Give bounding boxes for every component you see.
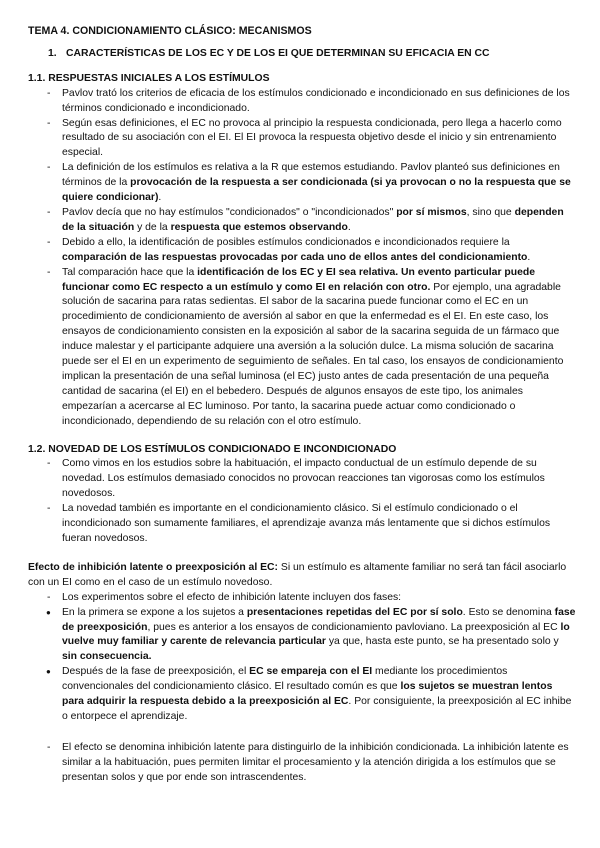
text-segment: Los experimentos sobre el efecto de inhibición latente incluyen dos fases: xyxy=(62,591,402,603)
text-segment: mediante los procedimientos convencionales del condicionamiento clásico. El resultado común es que xyxy=(62,666,508,693)
text-segment: La definición de los estímulos es relativa a la R que estemos estudiando. Pavlov planteó sus definiciones en términos de la xyxy=(62,162,560,189)
text-segment: Como vimos en los estudios sobre la habituación, el impacto conductual de un estímulo depende de su novedad. Los estímulos demasiado conocidos no provocan reacciones tan vigorosas como los estímulos novedosos. xyxy=(62,458,545,500)
text-segment: , pues es anterior a los ensayos de condicionamiento pavloviano. La preexposición al EC xyxy=(147,621,561,633)
text-segment: Si un estímulo es altamente familiar no será tan fácil asociarlo con un EI como en el caso de un estímulo novedoso. xyxy=(28,561,567,588)
section-label: CARACTERÍSTICAS DE LOS EC Y DE LOS EI QUE DETERMINAN SU EFICACIA EN CC xyxy=(66,47,490,59)
bold-text: por sí mismos xyxy=(396,206,467,218)
subsection-1-1-list xyxy=(28,87,576,430)
bold-text: comparación de las respuestas provocadas por cada uno de ellos antes del condicionamiento xyxy=(62,251,528,263)
text-segment: , sino que xyxy=(466,206,515,218)
text-segment: . xyxy=(158,192,162,204)
bold-text: dependen de la situación xyxy=(62,206,564,233)
text-segment: . Esto se denomina xyxy=(462,606,555,618)
subsection-1-2-list xyxy=(28,457,576,546)
bold-text: provocación de la respuesta a ser condicionada (si ya provocan o no la respuesta que se quiere condicionar) xyxy=(62,177,571,204)
document-title: TEMA 4. CONDICIONAMIENTO CLÁSICO: MECANISMOS xyxy=(28,25,312,37)
bold-text: identificación de los EC y EI sea relativa. Un evento particular puede funcionar como EC respecto a un estímulo y como EI en relación con otro. xyxy=(62,266,535,293)
latent-inhibition-list xyxy=(28,591,576,725)
list-item xyxy=(28,87,576,117)
bold-text: los sujetos se muestran lentos para adquirir la respuesta debido a la preexposición al EC xyxy=(62,681,553,708)
section-number: 1. xyxy=(48,47,57,59)
text-segment: Tal comparación hace que la xyxy=(62,266,198,278)
list-item xyxy=(28,502,576,547)
subsection-heading-1-1: 1.1. RESPUESTAS INICIALES A LOS ESTÍMULOS xyxy=(28,72,270,84)
text-segment: Debido a ello, la identificación de posibles estímulos condicionados e incondicionados requiere la xyxy=(62,236,510,248)
list-item xyxy=(28,591,576,725)
text-segment: Pavlov trató los criterios de eficacia de los estímulos condicionado e incondicionado en sus definiciones de los términos condicionado e incondicionado. xyxy=(62,87,570,114)
phase-item xyxy=(28,665,576,725)
list-item xyxy=(28,457,576,502)
phase-item xyxy=(28,606,576,666)
text-segment: . Por consiguiente, la preexposición al EC inhibe o entorpece el aprendizaje. xyxy=(62,696,572,722)
bold-text: lo vuelve muy familiar y carente de relevancia particular xyxy=(62,621,570,648)
list-item xyxy=(28,117,576,162)
text-segment: Después de la fase de preexposición, el xyxy=(62,666,250,678)
bold-text: respuesta que estemos observando xyxy=(170,221,348,233)
text-segment: y de la xyxy=(134,221,171,233)
bold-text: Efecto de inhibición latente o preexposición al EC: xyxy=(28,561,278,573)
section-heading xyxy=(28,47,576,62)
text-segment: La novedad también es importante en el condicionamiento clásico. Si el estímulo condicionado o el incondicionado son sumamente familiares, el aprendizaje avanza más lentamente que si dichos estímulos fueran novedosos. xyxy=(62,503,551,544)
text-segment: Pavlov decía que no hay estímulos "condicionados" o "incondicionados" xyxy=(62,206,397,218)
latent-inhibition-paragraph xyxy=(28,561,576,591)
bold-text: presentaciones repetidas del EC por sí solo xyxy=(246,606,463,618)
list-item xyxy=(28,236,576,266)
text-segment: En la primera se expone a los sujetos a xyxy=(62,606,247,618)
phases-list xyxy=(28,606,576,725)
latent-final-list xyxy=(28,741,576,786)
bold-text: fase de preexposición xyxy=(62,606,576,633)
list-item xyxy=(28,161,576,206)
text-segment: El efecto se denomina inhibición latente para distinguirlo de la inhibición condicionada. La inhibición latente es similar a la habituación, pues permiten limitar el procesamiento y la atención dirigida a los estímulos que se presentan solos y que por ende son intrascendentes. xyxy=(62,741,569,783)
bold-text: sin consecuencia. xyxy=(62,651,152,663)
subsection-heading-1-2: 1.2. NOVEDAD DE LOS ESTÍMULOS CONDICIONADO E INCONDICIONADO xyxy=(28,443,397,455)
text-segment: ya que, hasta este punto, se ha presentado solo y xyxy=(325,636,559,648)
text-segment: . xyxy=(527,251,531,263)
document-page xyxy=(28,24,576,786)
text-segment: . xyxy=(347,221,351,233)
list-item xyxy=(28,741,576,786)
bold-text: EC se empareja con el EI xyxy=(249,666,373,678)
list-item xyxy=(28,266,576,430)
text-segment: Según esas definiciones, el EC no provoca al principio la respuesta condicionada, pero llega a hacerlo como resultado de su asociación con el EI. El EI provoca la respuesta objetivo desde el inicio y sin entrenamiento especial. xyxy=(62,117,562,159)
list-item xyxy=(28,206,576,236)
phases-intro xyxy=(62,591,576,606)
text-segment: Por ejemplo, una agradable solución de sacarina para ratas sedientas. El sabor de la sacarina puede funcionar como el EC en un procedimiento de condicionamiento de aversión al sabor en que la enfermedad es el EI. En este caso, los ensayos de condicionamiento consisten en la exposición al sabor de la sacarina seguida de un fármaco que induce malestar y el participante adquiere una aversión a la solución dulce. La misma solución de sacarina puede ser el EI en un experimento de seguimiento de señales. En tal caso, los ensayos de condicionamiento implican la presentación de una señal luminosa (el EC) justo antes de cada presentación de una pequeña cantidad de sacarina (el EI) en el bebedero. Después de algunos ensayos de este tipo, los animales empezarían a acercarse al EC luminoso. Por tanto, la sacarina puede actuar como condicionado o incondicionado, dependiendo de su relación con el otro estímulo. xyxy=(62,281,564,427)
